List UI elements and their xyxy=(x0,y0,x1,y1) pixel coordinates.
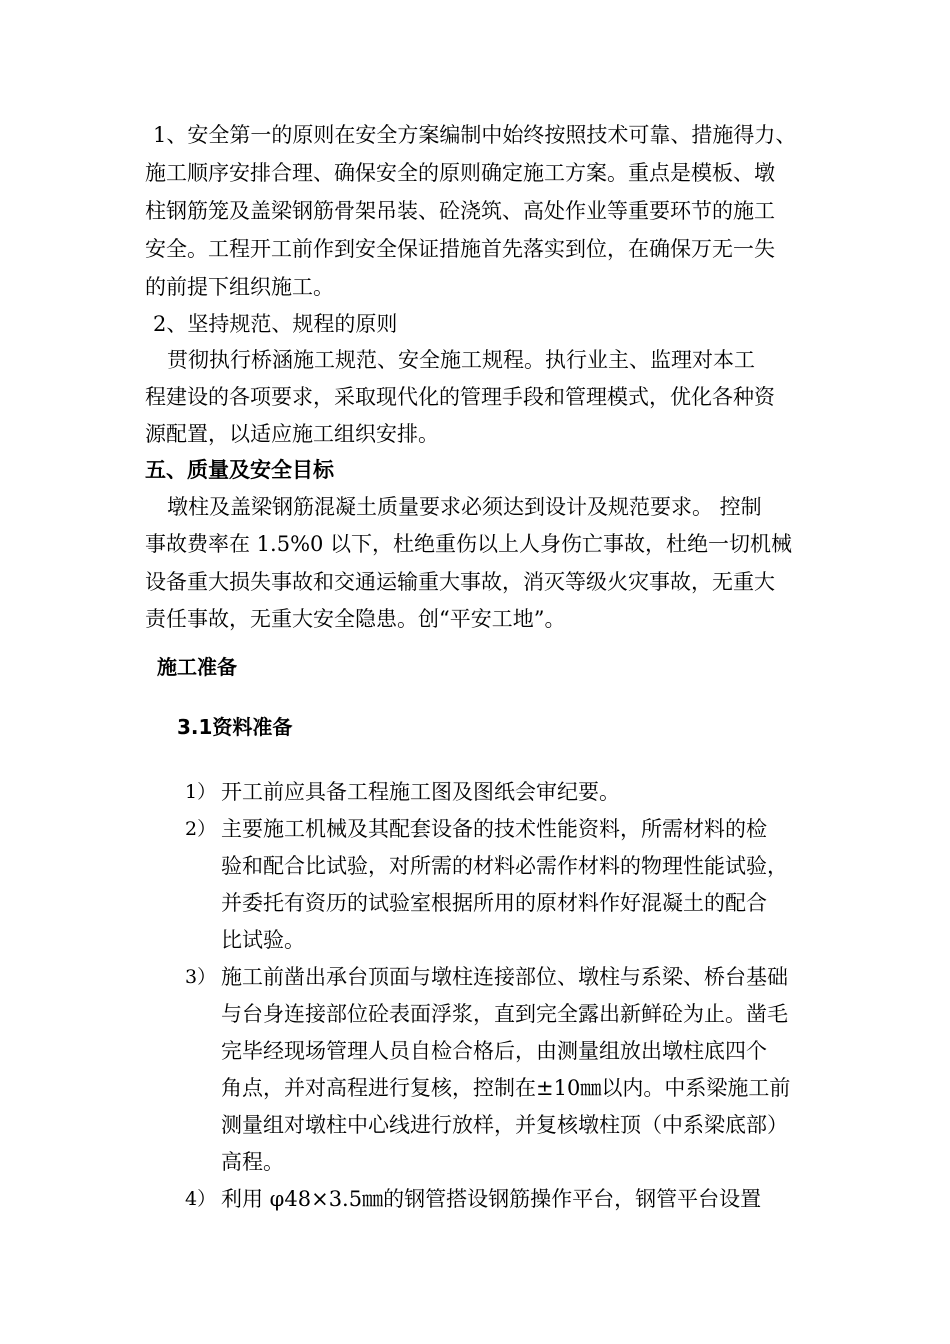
list-item-line: 比试验。 xyxy=(221,928,305,952)
list-item-line: 与台身连接部位砼表面浮浆，直到完全露出新鲜砼为止。凿毛 xyxy=(221,1002,788,1026)
section-5-heading: 五、质量及安全目标 xyxy=(145,457,334,482)
paragraph-line: 贯彻执行桥涵施工规范、安全施工规程。执行业主、监理对本工 xyxy=(167,348,755,372)
list-item-line: 并委托有资历的试验室根据所用的原材料作好混凝土的配合 xyxy=(221,891,767,915)
paragraph-line: 柱钢筋笼及盖梁钢筋骨架吊装、砼浇筑、高处作业等重要环节的施工 xyxy=(145,199,775,223)
principle-2-heading: 2、坚持规范、规程的原则 xyxy=(153,312,398,336)
paragraph-line: 事故费率在 1.5%0 以下，杜绝重伤以上人身伤亡事故，杜绝一切机械 xyxy=(145,532,793,556)
list-item-line: 完毕经现场管理人员自检合格后，由测量组放出墩柱底四个 xyxy=(221,1039,767,1063)
list-item-line: 高程。 xyxy=(221,1150,284,1174)
paragraph-line: 墩柱及盖梁钢筋混凝土质量要求必须达到设计及规范要求。 控制 xyxy=(167,495,762,519)
paragraph-line: 责任事故，无重大安全隐患。创“平安工地”。 xyxy=(145,607,566,631)
list-item-line: 角点，并对高程进行复核，控制在±10㎜以内。中系梁施工前 xyxy=(221,1076,791,1100)
prep-heading: 施工准备 xyxy=(157,655,237,679)
paragraph-line: 源配置，以适应施工组织安排。 xyxy=(145,422,439,446)
paragraph-line: 程建设的各项要求，采取现代化的管理手段和管理模式，优化各种资 xyxy=(145,385,775,409)
list-item-number: 3） xyxy=(185,966,217,988)
list-item-line: 验和配合比试验，对所需的材料必需作材料的物理性能试验， xyxy=(221,854,788,878)
list-item-number: 1） xyxy=(185,781,217,803)
list-item-line: 开工前应具备工程施工图及图纸会审纪要。 xyxy=(221,780,620,804)
list-item-line: 主要施工机械及其配套设备的技术性能资料，所需材料的检 xyxy=(221,817,767,841)
paragraph-line: 施工顺序安排合理、确保安全的原则确定施工方案。重点是模板、墩 xyxy=(145,161,775,185)
paragraph-line: 1、安全第一的原则在安全方案编制中始终按照技术可靠、措施得力、 xyxy=(153,123,797,147)
paragraph-line: 设备重大损失事故和交通运输重大事故，消灭等级火灾事故，无重大 xyxy=(145,570,775,594)
list-item-line: 利用 φ48×3.5㎜的钢管搭设钢筋操作平台，钢管平台设置 xyxy=(221,1187,762,1211)
list-item-line: 测量组对墩柱中心线进行放样，并复核墩柱顶（中系梁底部） xyxy=(221,1113,788,1137)
paragraph-line: 的前提下组织施工。 xyxy=(145,275,334,299)
list-item-number: 2） xyxy=(185,818,217,840)
list-item-line: 施工前凿出承台顶面与墩柱连接部位、墩柱与系梁、桥台基础 xyxy=(221,965,788,989)
prep-subheading: 3.1资料准备 xyxy=(177,715,293,739)
paragraph-line: 安全。工程开工前作到安全保证措施首先落实到位，在确保万无一失 xyxy=(145,237,775,261)
list-item-number: 4） xyxy=(185,1188,217,1210)
